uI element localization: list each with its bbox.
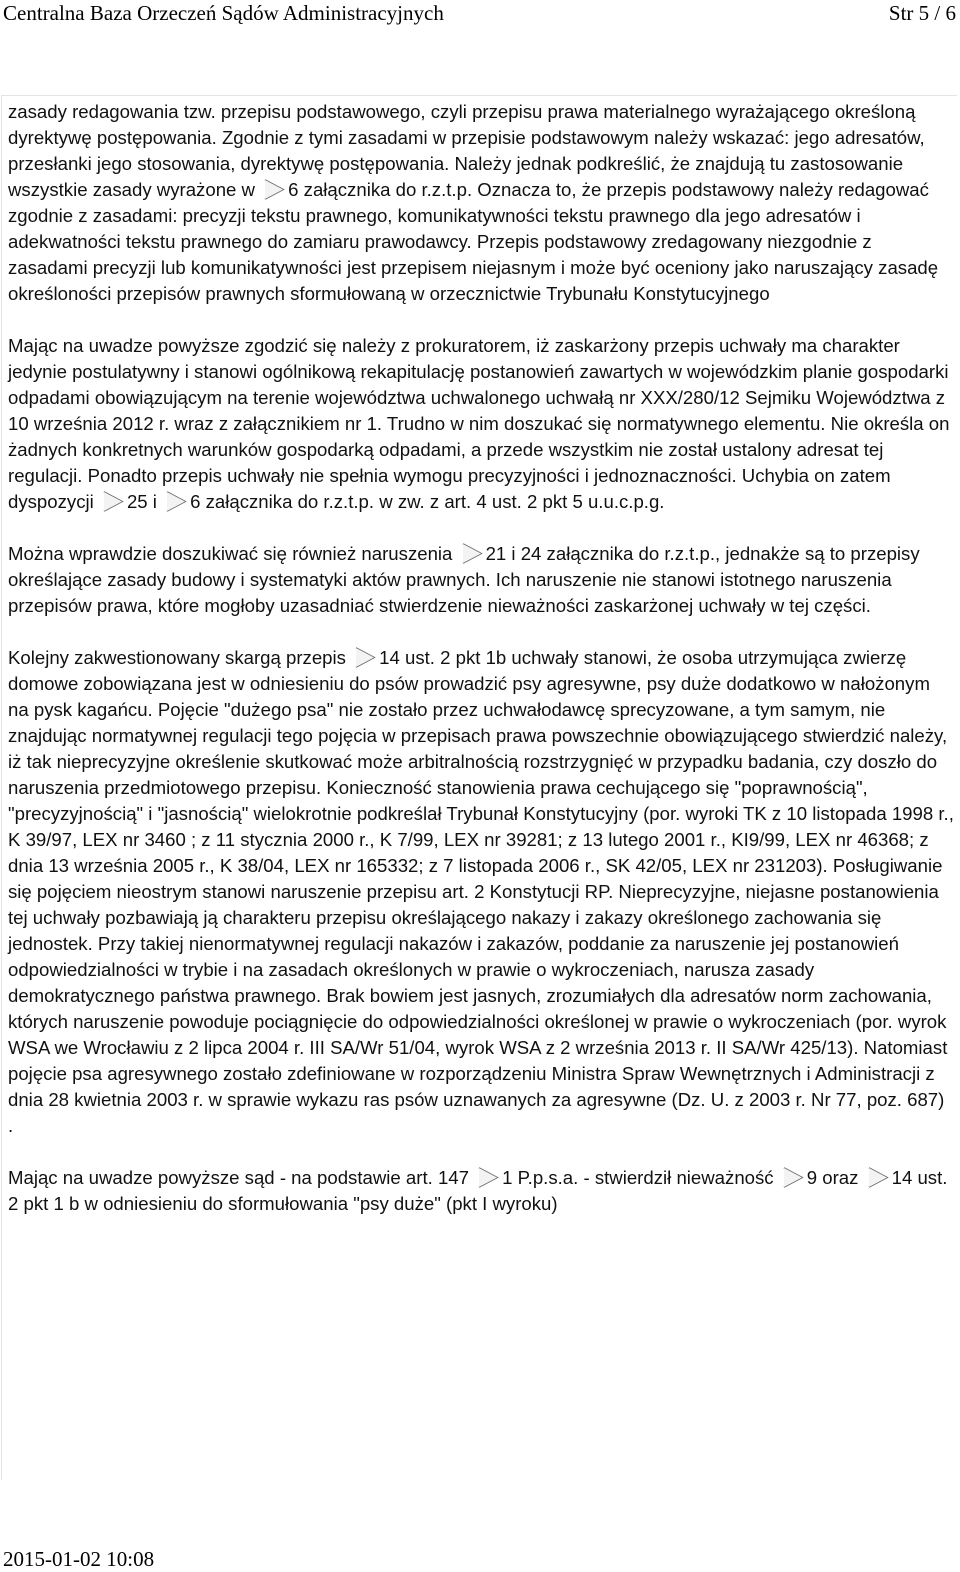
paragraph-2 — [8, 333, 954, 515]
page-header — [0, 0, 960, 28]
text-segment: 14 ust. 2 pkt 1 b w odniesieniu do sformułowania "psy duże" (pkt I wyroku) — [8, 1167, 948, 1214]
document-body — [8, 99, 954, 1217]
section-sign-icon — [354, 647, 376, 668]
text-segment: 21 i 24 załącznika do r.z.t.p., jednakże są to przepisy określające zasady budowy i systematyki aktów prawnych. Ich naruszenie nie stanowi istotnego naruszenia przepisów prawa, które mogłoby uzasadniać stwierdzenie nieważności zaskarżonej uchwały w tej części. — [8, 543, 920, 616]
section-sign-icon — [867, 1167, 889, 1188]
section-sign-icon — [461, 543, 483, 564]
section-sign-icon — [477, 1167, 499, 1188]
section-sign-icon — [102, 491, 124, 512]
paragraph-5 — [8, 1165, 954, 1217]
text-segment: 14 ust. 2 pkt 1b uchwały stanowi, że osoba utrzymująca zwierzę domowe zobowiązana jest w odniesieniu do psów prowadzić psy agresywne, psy duże dodatkowo w nałożonym na pysk kagańcu. Pojęcie "dużego psa" nie zostało przez uchwałodawcę sprecyzowane, a tym samym, nie znajdując normatywnej regulacji tego pojęcia w przepisach prawa powszechnie obowiązującego stwierdzić należy, iż tak nieprecyzyjne określenie skutkować może arbitralnością rozstrzygnięć w przypadku badania, czy doszło do naruszenia przedmiotowego przepisu. Konieczność stanowienia prawa cechującego się "poprawnością", "precyzyjnością" i "jasnością" wielokrotnie podkreślał Trybunał Konstytucyjny (por. wyroki TK z 10 listopada 1998 r., K 39/97, LEX nr 3460 ; z 11 stycznia 2000 r., K 7/99, LEX nr 39281; z 13 lutego 2001 r., KI9/99, LEX nr 46368; z dnia 13 września 2005 r., K 38/04, LEX nr 165332; z 7 listopada 2006 r., SK 42/05, LEX nr 231203). Posługiwanie się pojęciem nieostrym stanowi naruszenie przepisu art. 2 Konstytucji RP. Nieprecyzyjne, niejasne postanowienia tej uchwały pozbawiają ją charakteru przepisu określającego nakazy i zakazy określonego zachowania się jednostek. Przy takiej nienormatywnej regulacji nakazów i zakazów, poddanie za naruszenie jej postanowień odpowiedzialności w trybie i na zasadach określonych w prawie o wykroczeniach, narusza zasady demokratycznego państwa prawnego. Brak bowiem jest jasnych, zrozumiałych dla adresatów norm zachowania, których naruszenie powoduje pociągnięcie do odpowiedzialności określonej w prawie o wykroczeniach (por. wyrok WSA we Wrocławiu z 2 lipca 2004 r. III SA/Wr 51/04, wyrok WSA z 2 września 2013 r. II SA/Wr 425/13). Natomiast pojęcie psa agresywnego zostało zdefiniowane w rozporządzeniu Ministra Spraw Wewnętrznych i Administracji z dnia 28 kwietnia 2003 r. w sprawie wykazu ras psów uznawanych za agresywne (Dz. U. z 2003 r. Nr 77, poz. 687) . — [8, 647, 954, 1136]
paragraph-4 — [8, 645, 954, 1139]
site-title: Centralna Baza Orzeczeń Sądów Administracyjnych — [3, 1, 444, 25]
paragraph-3 — [8, 541, 954, 619]
text-segment: Kolejny zakwestionowany skargą przepis — [8, 647, 352, 668]
section-sign-icon — [165, 491, 187, 512]
paragraph-1 — [8, 99, 954, 307]
text-segment: 6 załącznika do r.z.t.p. w zw. z art. 4 ust. 2 pkt 5 u.u.c.p.g. — [190, 491, 665, 512]
text-segment: Mając na uwadze powyższe sąd - na podstawie art. 147 — [8, 1167, 475, 1188]
text-segment: 25 i — [126, 491, 163, 512]
section-sign-icon — [263, 179, 285, 200]
print-timestamp: 2015-01-02 10:08 — [3, 1547, 155, 1571]
text-segment: 6 załącznika do r.z.t.p. Oznacza to, że przepis podstawowy należy redagować zgodnie z zasadami: precyzji tekstu prawnego, komunikatywności tekstu prawnego dla jego adresatów i adekwatności tekstu prawnego do zamiaru prawodawcy. Przepis podstawowy zredagowany niezgodnie z zasadami precyzji lub komunikatywności jest przepisem niejasnym i może być oceniony jako naruszający zasadę określoności przepisów prawnych sformułowaną w orzecznictwie Trybunału Konstytucyjnego — [8, 179, 939, 304]
section-sign-icon — [782, 1167, 804, 1188]
text-segment: 1 P.p.s.a. - stwierdził nieważność — [502, 1167, 779, 1188]
text-segment: zasady redagowania tzw. przepisu podstawowego, czyli przepisu prawa materialnego wyrażającego określoną dyrektywę postępowania. Zgodnie z tymi zasadami w przepisie podstawowym należy wskazać: jego adresatów, przesłanki jego stosowania, dyrektywę postępowania. Należy jednak podkreślić, że znajdują tu zastosowanie wszystkie zasady wyrażone w — [8, 101, 925, 200]
text-segment: Mając na uwadze powyższe zgodzić się należy z prokuratorem, iż zaskarżony przepis uchwały ma charakter jedynie postulatywny i stanowi ogólnikową rekapitulację postanowień zawartych w wojewódzkim planie gospodarki odpadami obowiązującym na terenie województwa uchwalonego uchwałą nr XXX/280/12 Sejmiku Województwa z 10 września 2012 r. wraz z załącznikiem nr 1. Trudno w nim doszukać się normatywnego elementu. Nie określa on żadnych konkretnych warunków gospodarką odpadami, a przede wszystkim nie został ustalony adresat tej regulacji. Ponadto przepis uchwały nie spełnia wymogu precyzyjności i jednoznaczności. Uchybia on zatem dyspozycji — [8, 335, 950, 512]
text-segment: Można wprawdzie doszukiwać się również naruszenia — [8, 543, 458, 564]
page-number: Str 5 / 6 — [888, 1, 956, 25]
text-segment: 9 oraz — [806, 1167, 864, 1188]
